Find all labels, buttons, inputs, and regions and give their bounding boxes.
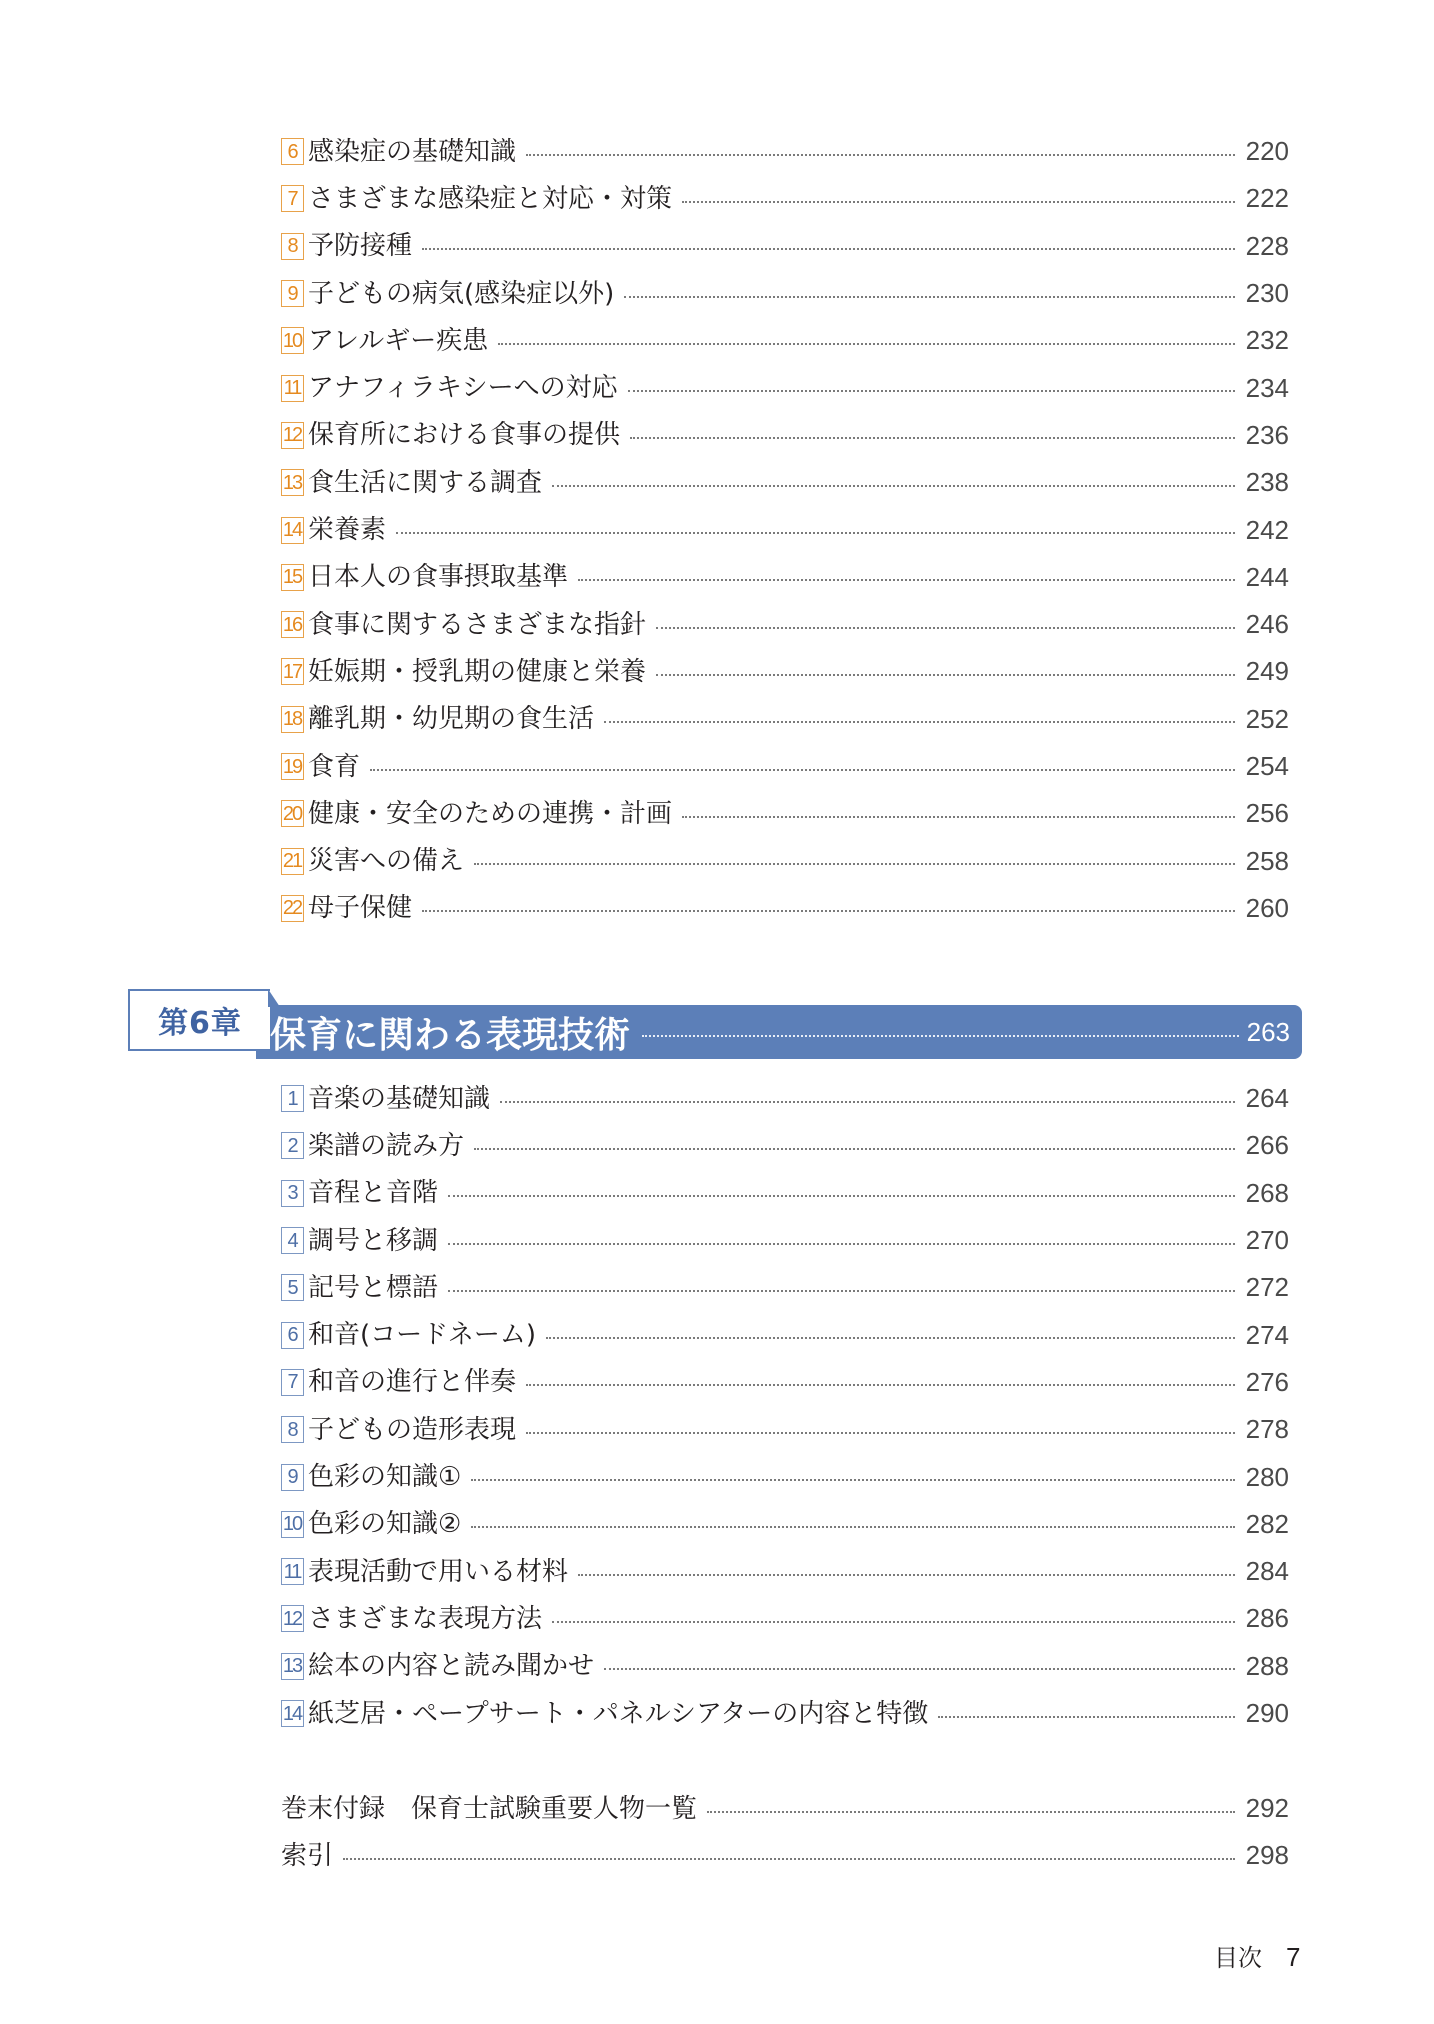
entry-page: 284 (1245, 1556, 1289, 1587)
footer-label: 目次 (1214, 1944, 1262, 1972)
toc-entry[interactable] (281, 1406, 1289, 1453)
leader-dots (546, 1337, 1235, 1339)
toc-entry[interactable] (281, 1548, 1289, 1595)
entry-title: 音程と音階 (308, 1178, 439, 1209)
entry-page: 298 (1245, 1840, 1289, 1871)
entry-title: さまざまな表現方法 (308, 1603, 543, 1634)
entry-page: 234 (1245, 372, 1289, 403)
leader-dots (448, 1290, 1235, 1292)
entry-page: 272 (1245, 1272, 1289, 1303)
section-number-badge: 20 (281, 800, 304, 827)
entry-title: 表現活動で用いる材料 (308, 1556, 569, 1587)
entry-page: 274 (1245, 1319, 1289, 1350)
entry-page: 230 (1245, 278, 1289, 309)
entry-title: 健康・安全のための連携・計画 (308, 798, 673, 829)
section-number-badge: 9 (281, 280, 304, 307)
entry-title: 和音の進行と伴奏 (308, 1367, 517, 1398)
entry-page: 266 (1245, 1130, 1289, 1161)
entry-page: 256 (1245, 798, 1289, 829)
entry-title: 紙芝居・ペープサート・パネルシアターの内容と特徴 (308, 1698, 929, 1729)
entry-title: 絵本の内容と読み聞かせ (308, 1651, 595, 1682)
entry-page: 252 (1245, 703, 1289, 734)
section-number-badge: 14 (281, 1700, 304, 1727)
entry-page: 278 (1245, 1414, 1289, 1445)
entry-title: 子どもの造形表現 (308, 1414, 517, 1445)
toc-entry[interactable] (281, 1122, 1289, 1169)
leader-dots (552, 1621, 1235, 1623)
section-number-badge: 8 (281, 233, 304, 260)
section-number-badge: 9 (281, 1464, 304, 1491)
section-number-badge: 10 (281, 327, 304, 354)
section-number-badge: 12 (281, 1605, 304, 1632)
toc-entry[interactable] (281, 1501, 1289, 1548)
toc-entry[interactable] (281, 128, 1289, 175)
entry-title: 色彩の知識① (308, 1462, 462, 1493)
leader-dots (474, 1148, 1235, 1150)
entry-page: 220 (1245, 136, 1289, 167)
leader-dots (422, 248, 1235, 250)
appendix-entry[interactable] (281, 1785, 1289, 1832)
leader-dots (578, 1574, 1235, 1576)
leader-dots (630, 437, 1235, 439)
leader-dots (604, 1668, 1235, 1670)
leader-dots (526, 1432, 1235, 1434)
toc-entry[interactable] (281, 601, 1289, 648)
section-number-badge: 13 (281, 469, 304, 496)
section-number-badge: 4 (281, 1227, 304, 1254)
entry-title: 色彩の知識② (308, 1509, 462, 1540)
entry-title: 和音(コードネーム) (308, 1320, 537, 1351)
entry-title: 予防接種 (308, 231, 413, 262)
entry-page: 286 (1245, 1603, 1289, 1634)
entry-page: 228 (1245, 230, 1289, 261)
toc-entry[interactable] (281, 885, 1289, 932)
section-number-badge: 8 (281, 1416, 304, 1443)
entry-title: 音楽の基礎知識 (308, 1083, 491, 1114)
footer-page-number: 7 (1286, 1942, 1301, 1972)
entry-title: 保育所における食事の提供 (308, 420, 621, 451)
toc-entry[interactable] (281, 1311, 1289, 1358)
toc-entry[interactable] (281, 412, 1289, 459)
entry-page: 264 (1245, 1083, 1289, 1114)
section-number-badge: 7 (281, 185, 304, 212)
entry-title: さまざまな感染症と対応・対策 (308, 183, 673, 214)
entry-title: アナフィラキシーへの対応 (308, 373, 618, 404)
entry-title: 巻末付録 保育士試験重要人物一覧 (281, 1793, 698, 1824)
entry-page: 236 (1245, 419, 1289, 450)
toc-entry[interactable] (281, 1690, 1289, 1737)
section-number-badge: 17 (281, 658, 304, 685)
section-number-badge: 10 (281, 1511, 304, 1538)
chapter-title: 保育に関わる表現技術 (270, 1014, 631, 1056)
toc-entry[interactable] (281, 506, 1289, 553)
appendix-entry[interactable] (281, 1832, 1289, 1879)
entry-page: 268 (1245, 1177, 1289, 1208)
entry-title: 日本人の食事摂取基準 (308, 562, 569, 593)
chapter-title-bar (256, 1005, 1302, 1059)
leader-dots (448, 1243, 1235, 1245)
entry-page: 242 (1245, 514, 1289, 545)
section-number-badge: 11 (281, 375, 304, 402)
entry-title: 妊娠期・授乳期の健康と栄養 (308, 656, 647, 687)
toc-entry[interactable] (281, 175, 1289, 222)
entry-page: 238 (1245, 467, 1289, 498)
chapter-page-number: 263 (1246, 1016, 1290, 1047)
leader-dots (656, 674, 1235, 676)
leader-dots (656, 627, 1235, 629)
toc-entry[interactable] (281, 317, 1289, 364)
section-number-badge: 18 (281, 706, 304, 733)
leader-dots (370, 769, 1235, 771)
entry-title: 災害への備え (308, 846, 465, 877)
entry-page: 288 (1245, 1650, 1289, 1681)
entry-page: 246 (1245, 609, 1289, 640)
section-number-badge: 12 (281, 422, 304, 449)
toc-entry[interactable] (281, 223, 1289, 270)
toc-entry[interactable] (281, 459, 1289, 506)
entry-title: 食事に関するさまざまな指針 (308, 609, 647, 640)
section-number-badge: 1 (281, 1085, 304, 1112)
appendix-list (281, 1785, 1289, 1880)
entry-page: 280 (1245, 1461, 1289, 1492)
entry-title: 栄養素 (308, 515, 387, 546)
toc-entry[interactable] (281, 1453, 1289, 1500)
leader-dots (642, 1035, 1239, 1037)
entry-page: 258 (1245, 845, 1289, 876)
leader-dots (682, 816, 1235, 818)
section-number-badge: 16 (281, 611, 304, 638)
leader-dots (422, 910, 1235, 912)
section-number-badge: 11 (281, 1558, 304, 1585)
toc-entry[interactable] (281, 554, 1289, 601)
leader-dots (938, 1716, 1235, 1718)
chapter-header[interactable] (128, 989, 1302, 1055)
section-number-badge: 22 (281, 895, 304, 922)
leader-dots (578, 579, 1235, 581)
section-number-badge: 6 (281, 1322, 304, 1349)
toc-entry[interactable] (281, 1075, 1289, 1122)
section-number-badge: 6 (281, 138, 304, 165)
entry-title: アレルギー疾患 (308, 325, 489, 356)
entry-title: 離乳期・幼児期の食生活 (308, 704, 595, 735)
leader-dots (682, 201, 1235, 203)
entry-title: 子どもの病気(感染症以外) (308, 278, 615, 309)
section-number-badge: 3 (281, 1180, 304, 1207)
toc-list-chapter5 (281, 128, 1289, 932)
leader-dots (604, 721, 1235, 723)
entry-title: 記号と標語 (308, 1272, 439, 1303)
leader-dots (343, 1858, 1235, 1860)
entry-title: 母子保健 (308, 893, 413, 924)
entry-page: 276 (1245, 1366, 1289, 1397)
toc-list-chapter6 (281, 1075, 1289, 1737)
toc-entry[interactable] (281, 1217, 1289, 1264)
entry-page: 232 (1245, 325, 1289, 356)
leader-dots (471, 1526, 1235, 1528)
toc-entry[interactable] (281, 1643, 1289, 1690)
toc-entry[interactable] (281, 1359, 1289, 1406)
toc-entry[interactable] (281, 1170, 1289, 1217)
leader-dots (471, 1479, 1235, 1481)
leader-dots (396, 532, 1235, 534)
leader-dots (552, 485, 1235, 487)
chapter-label: 第6章 (128, 989, 270, 1051)
section-number-badge: 19 (281, 753, 304, 780)
section-number-badge: 7 (281, 1369, 304, 1396)
leader-dots (500, 1101, 1235, 1103)
section-number-badge: 13 (281, 1653, 304, 1680)
entry-page: 249 (1245, 656, 1289, 687)
toc-entry[interactable] (281, 790, 1289, 837)
toc-entry[interactable] (281, 743, 1289, 790)
entry-page: 254 (1245, 751, 1289, 781)
toc-entry[interactable] (281, 364, 1289, 411)
entry-page: 260 (1245, 892, 1289, 923)
entry-title: 楽譜の読み方 (308, 1130, 465, 1161)
entry-page: 222 (1245, 183, 1289, 214)
entry-page: 282 (1245, 1508, 1289, 1539)
leader-dots (628, 390, 1235, 392)
toc-entry[interactable] (281, 1595, 1289, 1642)
section-number-badge: 21 (281, 848, 304, 875)
leader-dots (526, 1384, 1235, 1386)
section-number-badge: 15 (281, 564, 304, 591)
section-number-badge: 14 (281, 517, 304, 544)
entry-title: 調号と移調 (308, 1225, 439, 1256)
leader-dots (707, 1811, 1235, 1813)
entry-page: 290 (1245, 1698, 1289, 1728)
toc-entry[interactable] (281, 837, 1289, 884)
section-number-badge: 5 (281, 1274, 304, 1301)
leader-dots (448, 1195, 1235, 1197)
toc-entry[interactable] (281, 270, 1289, 317)
page-footer (1214, 1938, 1300, 1973)
entry-page: 292 (1245, 1793, 1289, 1824)
leader-dots (624, 296, 1235, 298)
toc-entry[interactable] (281, 696, 1289, 743)
entry-title: 食育 (308, 751, 361, 782)
leader-dots (474, 863, 1235, 865)
section-number-badge: 2 (281, 1132, 304, 1159)
leader-dots (526, 154, 1235, 156)
toc-entry[interactable] (281, 648, 1289, 695)
leader-dots (498, 343, 1235, 345)
entry-title: 食生活に関する調査 (308, 467, 543, 498)
entry-page: 270 (1245, 1225, 1289, 1256)
entry-title: 索引 (281, 1840, 334, 1871)
entry-page: 244 (1245, 561, 1289, 592)
toc-entry[interactable] (281, 1264, 1289, 1311)
entry-title: 感染症の基礎知識 (308, 136, 517, 167)
